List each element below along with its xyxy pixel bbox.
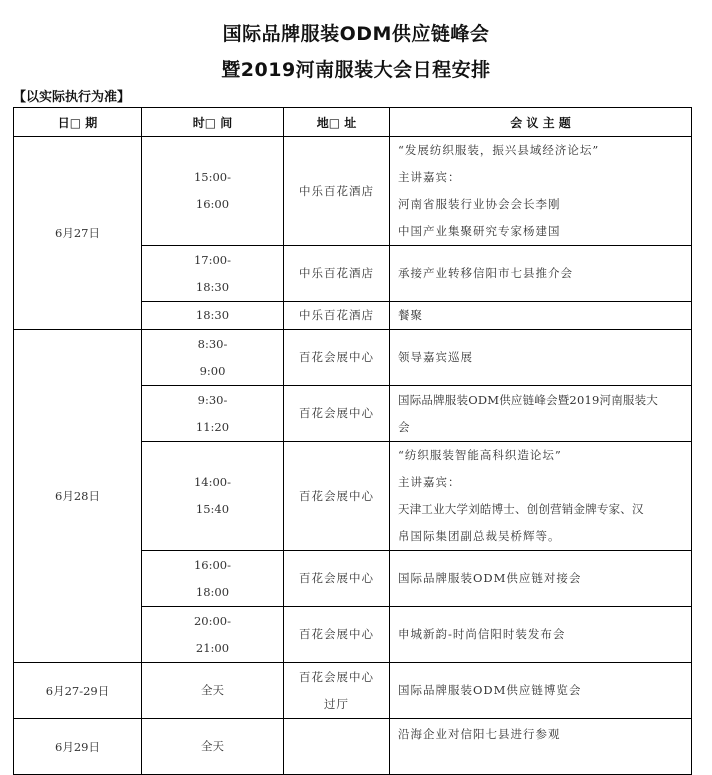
topic-line: 主讲嘉宾： (398, 170, 461, 184)
location-cell (284, 663, 390, 719)
location-line: 百花会展中心 (299, 669, 374, 684)
topic-line: 国际品牌服装ODM供应链峰会暨2019河南服装大 (398, 392, 658, 407)
topic-cell (390, 137, 692, 246)
time-cell: 全天 (142, 663, 284, 719)
location-cell: 中乐百花酒店 (284, 246, 390, 302)
topic-cell (390, 442, 692, 551)
topic-line: “发展纺织服装，振兴县域经济论坛” (398, 143, 600, 157)
location-cell: 中乐百花酒店 (284, 137, 390, 246)
time-end: 11:20 (195, 419, 230, 434)
date-cell: 6月28日 (14, 330, 142, 663)
time-cell: 全天 (142, 719, 284, 775)
topic-cell: 沿海企业对信阳七县进行参观 (390, 719, 692, 775)
topic-cell: 申城新韵-时尚信阳时装发布会 (390, 607, 692, 663)
table-row (14, 330, 692, 386)
time-start: 20:00- (193, 613, 232, 628)
location-cell: 中乐百花酒店 (284, 302, 390, 330)
time-end: 21:00 (195, 640, 230, 655)
time-end: 15:40 (195, 502, 230, 516)
topic-cell: 承接产业转移信阳市七县推介会 (390, 246, 692, 302)
title-line-1: 国际品牌服装ODM供应链峰会 (222, 23, 490, 45)
location-cell: 百花会展中心 (284, 551, 390, 607)
topic-line: “纺织服装智能高科织造论坛” (398, 448, 562, 462)
topic-cell: 国际品牌服装ODM供应链博览会 (390, 663, 692, 719)
location-cell: 百花会展中心 (284, 442, 390, 551)
disclaimer-note: 【以实际执行为准】 (13, 90, 131, 105)
header-date: 日□ 期 (14, 108, 142, 137)
table-header-row (14, 108, 692, 137)
time-start: 15:00- (193, 170, 232, 184)
time-start: 14:00- (193, 475, 232, 489)
topic-cell: 领导嘉宾巡展 (390, 330, 692, 386)
topic-line: 中国产业集聚研究专家杨建国 (398, 224, 561, 238)
time-end: 18:30 (195, 279, 230, 294)
topic-line: 帛国际集团副总裁吴桥辉等。 (398, 529, 561, 543)
topic-cell: 国际品牌服装ODM供应链对接会 (390, 551, 692, 607)
location-line: 过厅 (324, 696, 349, 711)
time-cell (142, 330, 284, 386)
time-cell (142, 607, 284, 663)
time-start: 9:30- (197, 392, 228, 407)
topic-line: 会 (398, 419, 411, 434)
time-cell (142, 137, 284, 246)
topic-line: 河南省服装行业协会会长李刚 (398, 197, 561, 211)
time-end: 9:00 (199, 363, 226, 378)
title-line-2: 暨2019河南服装大会日程安排 (221, 59, 491, 81)
table-row (14, 137, 692, 246)
time-cell (142, 551, 284, 607)
topic-line: 主讲嘉宾： (398, 475, 461, 489)
date-cell: 6月27日 (14, 137, 142, 330)
table-row (14, 663, 692, 719)
header-time: 时□ 间 (142, 108, 284, 137)
schedule-table (13, 107, 692, 775)
location-cell: 百花会展中心 (284, 330, 390, 386)
time-cell: 18:30 (142, 302, 284, 330)
header-topic: 会 议 主 题 (390, 108, 692, 137)
header-location: 地□ 址 (284, 108, 390, 137)
time-start: 16:00- (193, 557, 232, 572)
date-cell: 6月29日 (14, 719, 142, 775)
table-row (14, 719, 692, 775)
time-start: 17:00- (193, 252, 232, 267)
location-cell (284, 719, 390, 775)
date-cell: 6月27-29日 (14, 663, 142, 719)
location-cell: 百花会展中心 (284, 386, 390, 442)
location-cell: 百花会展中心 (284, 607, 390, 663)
time-cell (142, 442, 284, 551)
topic-line: 天津工业大学刘皓博士、创创营销金牌专家、汉 (398, 502, 644, 516)
time-end: 16:00 (195, 197, 230, 211)
topic-cell (390, 386, 692, 442)
topic-cell: 餐聚 (390, 302, 692, 330)
time-cell (142, 246, 284, 302)
time-cell (142, 386, 284, 442)
time-start: 8:30- (197, 336, 228, 351)
time-end: 18:00 (195, 584, 230, 599)
